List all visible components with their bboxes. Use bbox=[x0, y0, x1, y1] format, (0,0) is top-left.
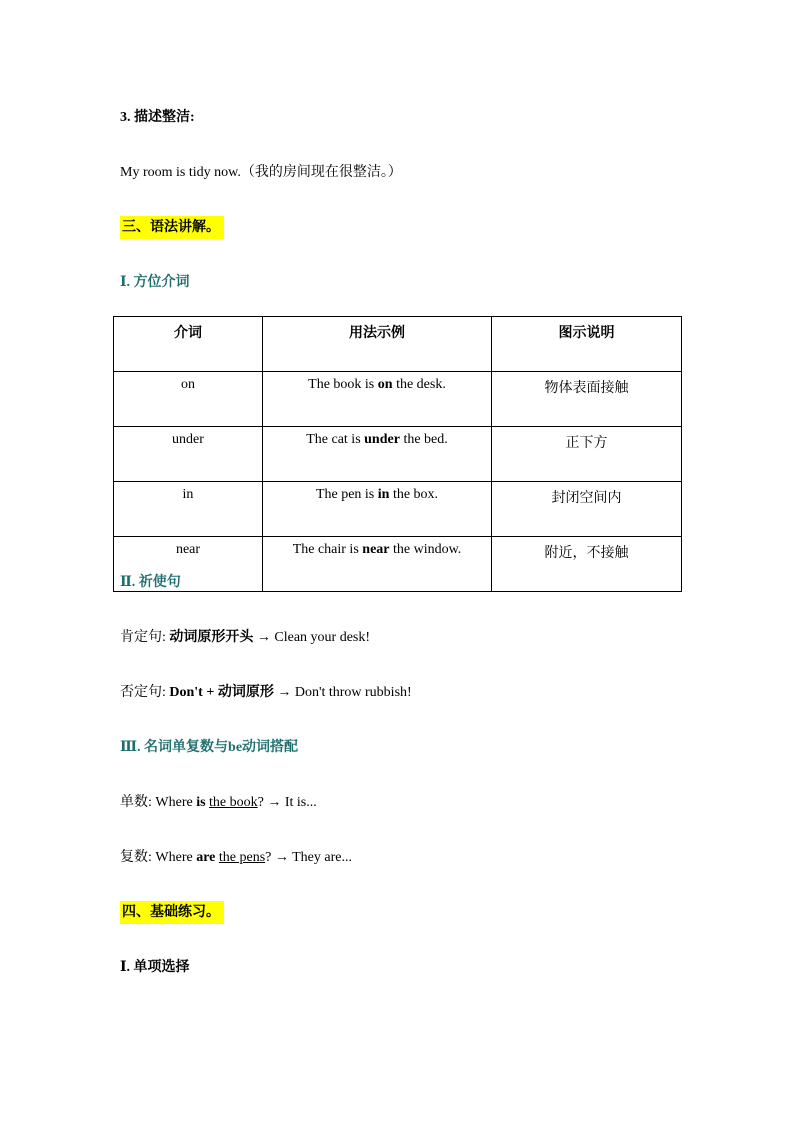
section-4-highlight: 四、基础练习。 bbox=[120, 901, 224, 924]
example-cell: The cat is under the bed. bbox=[263, 427, 492, 482]
table-header-cell: 介词 bbox=[114, 317, 263, 372]
sub-2-title: Ⅱ. 祈使句 bbox=[120, 575, 181, 590]
plural-label: 复数: bbox=[120, 850, 152, 865]
sub-4-title: Ⅰ. 单项选择 bbox=[120, 960, 190, 975]
positive-label: 肯定句: bbox=[120, 630, 166, 645]
sub-3-title: Ⅲ. 名词单复数与be动词搭配 bbox=[120, 740, 299, 755]
table-header-cell: 用法示例 bbox=[263, 317, 492, 372]
example-cell: The chair is near the window. bbox=[263, 537, 492, 592]
section-3-highlight: 三、语法讲解。 bbox=[120, 216, 224, 239]
desc-cell: 附近，不接触 bbox=[492, 537, 682, 592]
prep-cell: under bbox=[114, 427, 263, 482]
positive-example: → Clean your desk! bbox=[253, 630, 371, 645]
prep-cell: near bbox=[114, 537, 263, 592]
table-row bbox=[114, 372, 682, 427]
desc-cell: 正下方 bbox=[492, 427, 682, 482]
desc-cell: 物体表面接触 bbox=[492, 372, 682, 427]
imperative-positive bbox=[120, 628, 370, 648]
table-row bbox=[114, 427, 682, 482]
preposition-table bbox=[113, 316, 682, 592]
plural-noun: the pens bbox=[218, 850, 266, 865]
section-3-title bbox=[120, 218, 224, 238]
agreement-singular: 单数: Where is the book? → It is... bbox=[120, 795, 317, 810]
singular-label: 单数: bbox=[120, 795, 152, 810]
section-4-title bbox=[120, 903, 224, 923]
singular-noun: the book bbox=[209, 795, 258, 810]
table-header-cell: 图示说明 bbox=[492, 317, 682, 372]
imperative-negative bbox=[120, 683, 412, 703]
prep-cell: on bbox=[114, 372, 263, 427]
positive-rule: 动词原形开头 bbox=[169, 630, 254, 645]
example-cell: The pen is in the box. bbox=[263, 482, 492, 537]
negative-example: → Don't throw rubbish! bbox=[273, 685, 412, 700]
negative-rule: Don't + 动词原形 bbox=[169, 685, 274, 700]
table-row bbox=[114, 482, 682, 537]
sentence-tidy: My room is tidy now.（我的房间现在很整洁。） bbox=[120, 165, 402, 180]
sub-1-title: Ⅰ. 方位介词 bbox=[120, 275, 190, 290]
example-cell: The book is on the desk. bbox=[263, 372, 492, 427]
negative-label: 否定句: bbox=[120, 685, 166, 700]
table-header-row bbox=[114, 317, 682, 372]
table-row bbox=[114, 537, 682, 592]
desc-cell: 封闭空间内 bbox=[492, 482, 682, 537]
agreement-plural: 复数: Where are the pens? → They are... bbox=[120, 850, 352, 865]
prep-cell: in bbox=[114, 482, 263, 537]
heading-tidy: 3. 描述整洁: bbox=[120, 110, 195, 125]
